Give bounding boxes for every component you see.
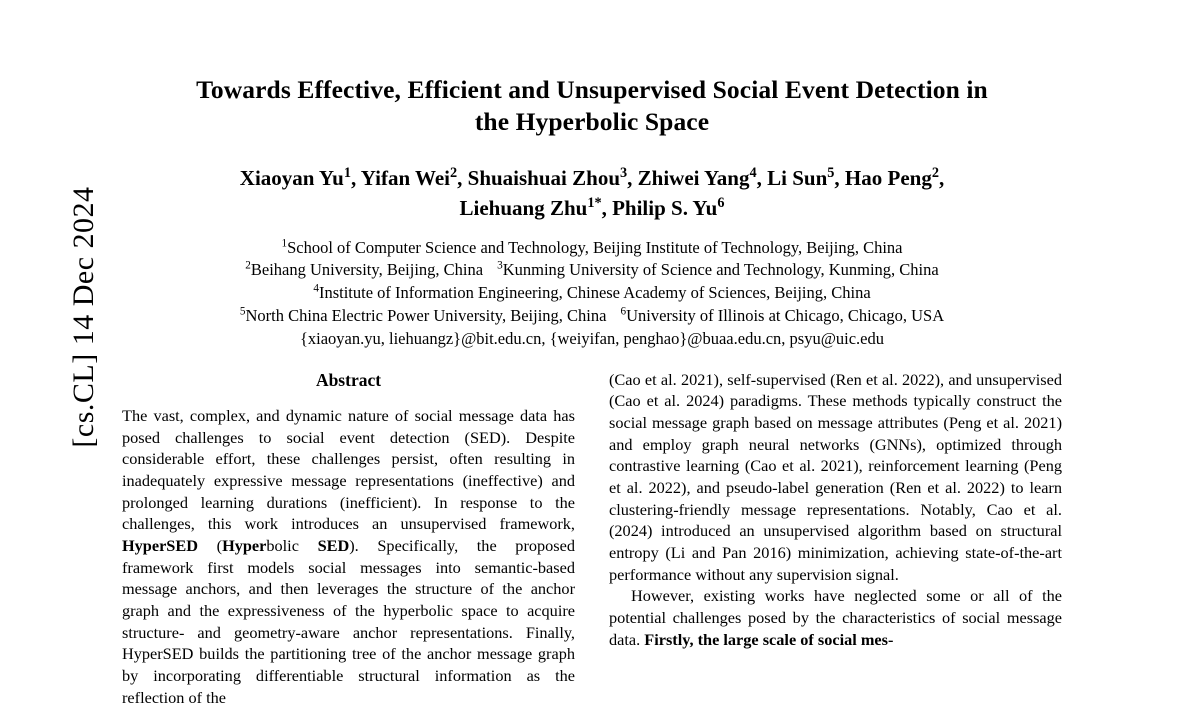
paper-content — [122, 74, 1062, 708]
affiliation-marker: 6 — [620, 305, 627, 318]
author-line-2: Liehuang Zhu$^{1*}$, Philip S. Yu$^6$ — [459, 195, 725, 221]
author-name: Xiaoyan Yu$^1$ — [239, 164, 351, 190]
author-name: Li Sun$^5$ — [767, 164, 835, 190]
affiliation-marker: 5 — [239, 305, 246, 318]
author-affiliation-marker: 2 — [450, 164, 458, 181]
body-paragraph: (Cao et al. 2021), self-supervised (Ren et al. 2022), and unsupervised (Cao et al. 2024) paradigms. These methods typically construct the social message graph based on message attributes (Peng et al. 2021) and employ graph neural networks (GNNs), optimized through contrastive learning (Cao et al. 2021), reinforcement learning (Peng et al. 2022), and pseudo-label generation (Ren et al. 2022) to learn clustering-friendly message representations. Notably, Cao et al. (2024) introduced an unsupervised algorithm based on structural entropy (Li and Pan 2016) minimization, achieving state-of-the-art performance without any supervision signal. — [609, 369, 1062, 584]
affiliation-line: $^1$School of Computer Science and Technology, Beijing Institute of Technology, Beijing, China — [281, 237, 903, 257]
introduction-column — [609, 369, 1062, 708]
author-name: Yifan Wei$^2$ — [360, 164, 458, 190]
affiliation-line: $^4$Institute of Information Engineering, Chinese Academy of Sciences, Beijing, China — [313, 282, 871, 303]
author-name: Shuaishuai Zhou$^3$ — [467, 164, 628, 190]
author-affiliation-marker: 6 — [717, 195, 725, 212]
author-name: Liehuang Zhu$^{1*}$ — [459, 195, 602, 221]
author-affiliation-marker: 1 — [343, 164, 351, 181]
affiliation-line: $^5$North China Electric Power University, Beijing, China $^6$University of Illinois at Chicago, Chicago, USA — [239, 305, 945, 325]
author-affiliation-marker: 2 — [931, 164, 939, 181]
author-name: Philip S. Yu$^6$ — [612, 195, 725, 221]
author-name: Hao Peng$^2$ — [844, 164, 939, 190]
author-emails: {xiaoyan.yu, liehuangz}@bit.edu.cn, {weiyifan, penghao}@buaa.edu.cn, psyu@uic.edu — [299, 328, 885, 348]
abstract-column — [122, 369, 575, 708]
author-name: Zhiwei Yang$^4$ — [637, 164, 757, 190]
abstract-paragraph: The vast, complex, and dynamic nature of social message data has posed challenges to social event detection (SED). Despite considerable effort, these challenges persist, often resulting in inadequately expressive message representations (ineffective) and prolonged learning durations (inefficient). In response to the challenges, this work introduces an unsupervised framework, HyperSED (Hyperbolic SED). Specifically, the proposed framework first models social messages into semantic-based message anchors, and then leverages the structure of the anchor graph and the expressiveness of the hyperbolic space to acquire structure- and geometry-aware anchor representations. Finally, HyperSED builds the partitioning tree of the anchor message graph by incorporating differentiable structural information as the reflection of the — [122, 405, 575, 707]
affiliation-marker: 1 — [281, 237, 288, 250]
arxiv-identifier-stamp: [cs.CL] 14 Dec 2024 — [67, 186, 100, 448]
affiliation-marker: 3 — [497, 259, 503, 272]
body-columns — [122, 369, 1062, 708]
author-line-1: Xiaoyan Yu$^1$, Yifan Wei$^2$, Shuaishuai Zhou$^3$, Zhiwei Yang$^4$, Li Sun$^5$, Hao Peng$^2$, — [239, 164, 945, 190]
page-title: Towards Effective, Efficient and Unsupervised Social Event Detection in the Hyperbolic Space — [196, 75, 988, 137]
author-affiliation-marker: 3 — [620, 164, 628, 181]
affiliation-line: $^2$Beihang University, Beijing, China $^3$Kunming University of Science and Technology, Kunming, China — [245, 259, 939, 280]
affiliation-marker: 4 — [313, 282, 319, 295]
author-affiliation-marker: 4 — [749, 164, 757, 181]
abstract-heading: Abstract — [315, 369, 382, 390]
affiliation-list — [122, 237, 1062, 328]
body-paragraph: However, existing works have neglected some or all of the potential challenges posed by the characteristics of social message data. Firstly, the large scale of social mes- — [609, 586, 1062, 649]
affiliation-marker: 2 — [245, 259, 251, 272]
author-affiliation-marker: 1* — [587, 195, 602, 212]
author-list — [122, 163, 1062, 224]
author-affiliation-marker: 5 — [827, 164, 835, 181]
